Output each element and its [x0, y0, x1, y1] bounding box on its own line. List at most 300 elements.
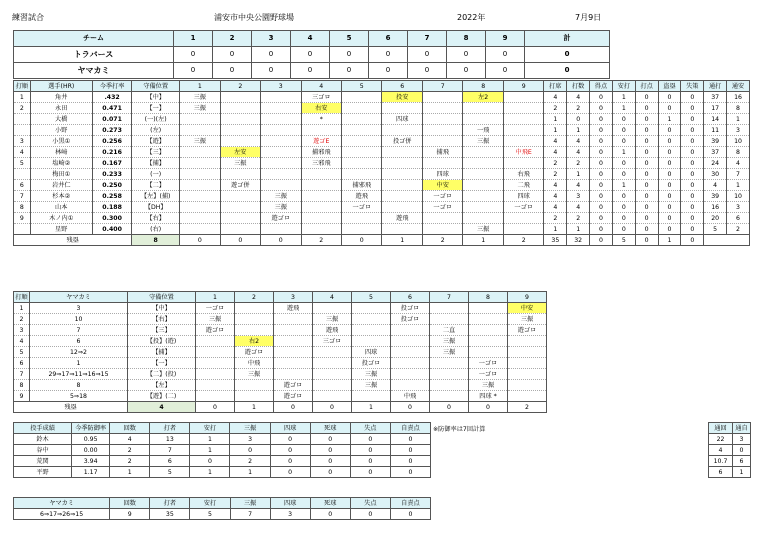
- batter-row: [14, 114, 750, 125]
- stat-value: 0: [658, 169, 681, 180]
- player-name: 小野: [30, 125, 92, 136]
- career-stat: 22: [709, 434, 733, 445]
- at-bat-result: 一ゴロ: [422, 202, 462, 213]
- column-header: 選手(HR): [30, 81, 92, 92]
- lob-inning: 0: [274, 402, 313, 413]
- at-bat-result: 三振: [352, 369, 391, 380]
- stat-value: 1: [567, 125, 590, 136]
- batter-row: [14, 136, 750, 147]
- pitching-stat: 2: [230, 456, 270, 467]
- at-bat-result: [463, 158, 503, 169]
- at-bat-result: 一ゴロ: [503, 202, 543, 213]
- stat-value: 0: [681, 114, 704, 125]
- inning-header: 8: [447, 31, 486, 47]
- at-bat-result: [503, 125, 543, 136]
- stat-value: 0: [612, 202, 635, 213]
- pitching-stat: 0.00: [72, 445, 110, 456]
- stat-value: 17: [704, 103, 727, 114]
- at-bat-result: 三振: [196, 314, 235, 325]
- at-bat-result: 右2: [235, 336, 274, 347]
- pitching-stat: 0: [350, 467, 390, 478]
- pitcher-row: [14, 456, 431, 467]
- stat-value: 0: [681, 191, 704, 202]
- stat-value: 1: [658, 114, 681, 125]
- pitching-stat: 0: [270, 445, 310, 456]
- lob-inning: 0: [469, 402, 508, 413]
- stat-value: 0: [590, 180, 613, 191]
- stat-value: 4: [567, 180, 590, 191]
- column-header: 9: [508, 292, 547, 303]
- column-header: 三振: [230, 423, 270, 434]
- at-bat-result: [261, 169, 301, 180]
- scoreboard-row: [14, 63, 610, 79]
- at-bat-result: [342, 125, 382, 136]
- pitcher-name: 谷中: [14, 445, 72, 456]
- batting-average: .432: [92, 92, 131, 103]
- position: 【遊】(二): [128, 391, 196, 402]
- at-bat-result: [463, 147, 503, 158]
- lob-inning: 0: [220, 235, 260, 246]
- scoreboard-header: [14, 31, 610, 47]
- career-row: [709, 456, 751, 467]
- batter-row: [14, 369, 547, 380]
- batting-average: 0.071: [92, 114, 131, 125]
- stat-value: 37: [704, 147, 727, 158]
- inning-runs: 0: [174, 47, 213, 63]
- at-bat-result: [463, 213, 503, 224]
- at-bat-result: 投ゴロ: [352, 358, 391, 369]
- at-bat-result: [342, 136, 382, 147]
- at-bat-result: [342, 158, 382, 169]
- batter-row: [14, 380, 547, 391]
- at-bat-result: [274, 336, 313, 347]
- at-bat-result: [422, 136, 462, 147]
- player-number: 6: [30, 336, 128, 347]
- batter-row: [14, 325, 547, 336]
- batting-average: 0.300: [92, 213, 131, 224]
- batter-row: [14, 314, 547, 325]
- pitching-stat: 1: [230, 467, 270, 478]
- column-header: 2: [220, 81, 260, 92]
- lob-inning: 2: [301, 235, 341, 246]
- at-bat-result: [422, 158, 462, 169]
- column-header: 回数: [110, 423, 150, 434]
- pitching-stat: 9: [110, 509, 150, 520]
- at-bat-result: [422, 114, 462, 125]
- batting-order: 8: [14, 380, 30, 391]
- stat-value: 0: [590, 92, 613, 103]
- column-header: 失策: [681, 81, 704, 92]
- pitching-stat: 0: [270, 434, 310, 445]
- stat-value: 0: [612, 213, 635, 224]
- at-bat-result: 右安: [301, 103, 341, 114]
- career-stat: 3: [733, 434, 751, 445]
- stat-value: 0: [590, 103, 613, 114]
- stat-value: 0: [612, 169, 635, 180]
- home-pitching-table: [13, 422, 431, 478]
- inning-runs: 0: [486, 63, 525, 79]
- away-batting-table: [13, 291, 547, 413]
- at-bat-result: [469, 347, 508, 358]
- stat-value: 0: [681, 136, 704, 147]
- player-name: 山本: [30, 202, 92, 213]
- stat-value: 0: [658, 103, 681, 114]
- column-header: 守備位置: [128, 292, 196, 303]
- player-name: 塩崎②: [30, 158, 92, 169]
- column-header: 5: [352, 292, 391, 303]
- stat-value: 0: [590, 169, 613, 180]
- batting-average: 0.250: [92, 180, 131, 191]
- column-header: 8: [463, 81, 503, 92]
- at-bat-result: 三振: [508, 314, 547, 325]
- batting-average: 0.188: [92, 202, 131, 213]
- inning-header: 1: [174, 31, 213, 47]
- pitching-stat: 5: [190, 509, 230, 520]
- batter-row: [14, 92, 750, 103]
- lob-inning: 0: [391, 402, 430, 413]
- at-bat-result: [235, 391, 274, 402]
- batter-row: [14, 358, 547, 369]
- position: 【二】(投): [128, 369, 196, 380]
- date: 7月9日: [575, 13, 602, 22]
- at-bat-result: [274, 325, 313, 336]
- career-row: [709, 467, 751, 478]
- column-header: 5: [342, 81, 382, 92]
- at-bat-result: [382, 180, 422, 191]
- stat-value: 2: [544, 103, 567, 114]
- at-bat-result: [508, 347, 547, 358]
- stat-value: 0: [681, 158, 704, 169]
- column-header: 得点: [590, 81, 613, 92]
- batting-order: [14, 224, 31, 235]
- lob-label: 残塁: [14, 402, 128, 413]
- at-bat-result: [342, 147, 382, 158]
- at-bat-result: 一飛: [463, 125, 503, 136]
- at-bat-result: [220, 114, 260, 125]
- stat-value: 0: [681, 224, 704, 235]
- lob-inning: 2: [503, 235, 543, 246]
- stat-value: 2: [567, 103, 590, 114]
- position: 【遊】: [132, 136, 180, 147]
- at-bat-result: 三ゴロ: [301, 92, 341, 103]
- lob-inning: 0: [342, 235, 382, 246]
- at-bat-result: *: [301, 114, 341, 125]
- stat-value: 4: [544, 202, 567, 213]
- inning-runs: 0: [330, 63, 369, 79]
- at-bat-result: [508, 391, 547, 402]
- team-name: ヤマカミ: [14, 63, 174, 79]
- pitching-stat: 0: [230, 445, 270, 456]
- at-bat-result: [391, 336, 430, 347]
- column-header: 回数: [110, 498, 150, 509]
- at-bat-result: [220, 136, 260, 147]
- stat-value: 0: [681, 169, 704, 180]
- at-bat-result: 投ゴロ: [391, 303, 430, 314]
- batting-order: [14, 169, 31, 180]
- pitcher-row: [14, 434, 431, 445]
- position: 【DH】: [132, 202, 180, 213]
- at-bat-result: 三振: [180, 103, 220, 114]
- stat-total: 35: [544, 235, 567, 246]
- batting-average: 0.258: [92, 191, 131, 202]
- pitching-stat: 1.17: [72, 467, 110, 478]
- stat-total: 0: [635, 235, 658, 246]
- at-bat-result: 中飛: [235, 358, 274, 369]
- stat-value: 1: [727, 114, 750, 125]
- column-header: 通安: [727, 81, 750, 92]
- pitching-stat: 0: [190, 456, 230, 467]
- batter-row: [14, 347, 547, 358]
- inning-header: 9: [486, 31, 525, 47]
- column-header: 安打: [190, 423, 230, 434]
- stat-value: 0: [635, 92, 658, 103]
- stat-value: 4: [727, 158, 750, 169]
- year: 2022年: [457, 13, 486, 22]
- stat-value: 4: [704, 180, 727, 191]
- at-bat-result: [503, 114, 543, 125]
- stat-value: 2: [727, 224, 750, 235]
- stat-value: 0: [590, 125, 613, 136]
- stat-value: 1: [612, 92, 635, 103]
- at-bat-result: [382, 191, 422, 202]
- team-header: チーム: [14, 31, 174, 47]
- stat-value: 1: [567, 169, 590, 180]
- at-bat-result: [274, 369, 313, 380]
- batting-order: 3: [14, 136, 31, 147]
- at-bat-result: 一ゴロ: [422, 191, 462, 202]
- batting-average: 0.216: [92, 147, 131, 158]
- stat-value: 0: [612, 136, 635, 147]
- at-bat-result: 一ゴロ: [469, 369, 508, 380]
- at-bat-result: 中飛: [391, 391, 430, 402]
- career-stat: 4: [709, 445, 733, 456]
- stat-value: 0: [612, 224, 635, 235]
- column-header: 7: [430, 292, 469, 303]
- at-bat-result: [503, 213, 543, 224]
- at-bat-result: 捕邪飛: [342, 180, 382, 191]
- player-number: 29⇒17⇒11⇒16⇒15: [30, 369, 128, 380]
- batting-order: 7: [14, 369, 30, 380]
- pitching-stat: 35: [150, 509, 190, 520]
- column-header: 3: [274, 292, 313, 303]
- column-header: 1: [180, 81, 220, 92]
- pitching-stat: 1: [190, 445, 230, 456]
- at-bat-result: 遊ゴロ: [196, 325, 235, 336]
- stat-value: 2: [544, 169, 567, 180]
- at-bat-result: [274, 358, 313, 369]
- batter-row: [14, 303, 547, 314]
- at-bat-result: [220, 202, 260, 213]
- lob-inning: 1: [382, 235, 422, 246]
- column-header: 四球: [270, 498, 310, 509]
- batting-order: 5: [14, 347, 30, 358]
- pitching-stat: 0: [270, 467, 310, 478]
- stat-value: 0: [681, 147, 704, 158]
- at-bat-result: 遊ゴロ: [274, 380, 313, 391]
- empty-cell: [704, 235, 750, 246]
- away-pitching-table: [13, 497, 431, 520]
- player-name: 永田: [30, 103, 92, 114]
- batting-order: 5: [14, 158, 31, 169]
- stat-value: 1: [612, 103, 635, 114]
- at-bat-result: [196, 336, 235, 347]
- inning-header: 4: [291, 31, 330, 47]
- at-bat-result: [313, 391, 352, 402]
- batter-row: [14, 169, 750, 180]
- at-bat-result: 遊ゴロ: [235, 347, 274, 358]
- column-header: 安打: [190, 498, 230, 509]
- home-lob-row: [14, 235, 750, 246]
- batter-row: [14, 391, 547, 402]
- at-bat-result: [430, 369, 469, 380]
- at-bat-result: [180, 224, 220, 235]
- pitching-stat: 0: [350, 456, 390, 467]
- column-header: 投手成績: [14, 423, 72, 434]
- batting-order: 6: [14, 358, 30, 369]
- at-bat-result: 中飛E: [503, 147, 543, 158]
- at-bat-result: 左2: [463, 92, 503, 103]
- at-bat-result: [301, 191, 341, 202]
- at-bat-result: [220, 224, 260, 235]
- at-bat-result: [180, 169, 220, 180]
- column-header: 安打: [612, 81, 635, 92]
- team-name: トラバース: [14, 47, 174, 63]
- at-bat-result: [180, 114, 220, 125]
- at-bat-result: [261, 147, 301, 158]
- stat-value: 0: [681, 180, 704, 191]
- at-bat-result: 四球: [352, 347, 391, 358]
- position: 【三】: [132, 147, 180, 158]
- at-bat-result: [196, 358, 235, 369]
- at-bat-result: 三振: [463, 224, 503, 235]
- at-bat-result: 遊ゴロ: [508, 325, 547, 336]
- pitching-stat: 0: [390, 456, 430, 467]
- column-header: ヤマカミ: [14, 498, 110, 509]
- at-bat-result: [301, 224, 341, 235]
- at-bat-result: 遊ゴロ: [274, 391, 313, 402]
- stat-value: 8: [727, 103, 750, 114]
- column-header: 打者: [150, 423, 190, 434]
- inning-runs: 0: [213, 63, 252, 79]
- inning-runs: 0: [447, 63, 486, 79]
- stat-value: 0: [635, 202, 658, 213]
- batter-row: [14, 202, 750, 213]
- stat-value: 4: [544, 92, 567, 103]
- at-bat-result: [180, 213, 220, 224]
- inning-runs: 0: [408, 47, 447, 63]
- team-total: 0: [525, 47, 610, 63]
- at-bat-result: [274, 347, 313, 358]
- stat-total: 0: [681, 235, 704, 246]
- at-bat-result: [382, 158, 422, 169]
- lob-total: 8: [132, 235, 180, 246]
- at-bat-result: [391, 358, 430, 369]
- stat-value: 0: [635, 125, 658, 136]
- at-bat-result: [463, 191, 503, 202]
- venue: 浦安市中央公園野球場: [214, 13, 294, 22]
- inning-runs: 0: [291, 47, 330, 63]
- stat-value: 0: [658, 213, 681, 224]
- pitching-stat: 0: [350, 445, 390, 456]
- player-number: 5⇒18: [30, 391, 128, 402]
- inning-runs: 0: [330, 47, 369, 63]
- column-header: 通回: [709, 423, 733, 434]
- column-header: 今季打率: [92, 81, 131, 92]
- column-header: 死球: [310, 423, 350, 434]
- stat-value: 0: [635, 213, 658, 224]
- column-header: 1: [196, 292, 235, 303]
- batting-order: 4: [14, 147, 31, 158]
- at-bat-result: [352, 325, 391, 336]
- stat-value: 10: [727, 191, 750, 202]
- at-bat-result: [220, 169, 260, 180]
- at-bat-result: 三振: [180, 136, 220, 147]
- stat-total: 0: [590, 235, 613, 246]
- at-bat-result: 三ゴロ: [313, 336, 352, 347]
- at-bat-result: 投ゴロ: [391, 314, 430, 325]
- at-bat-result: [422, 125, 462, 136]
- at-bat-result: [422, 224, 462, 235]
- scoreboard-row: [14, 47, 610, 63]
- inning-header: 2: [213, 31, 252, 47]
- at-bat-result: [463, 169, 503, 180]
- stat-value: 0: [590, 213, 613, 224]
- batter-row: [14, 180, 750, 191]
- at-bat-result: [180, 191, 220, 202]
- stat-value: 0: [635, 158, 658, 169]
- at-bat-result: [430, 391, 469, 402]
- column-header: 4: [301, 81, 341, 92]
- column-header: 三振: [230, 498, 270, 509]
- at-bat-result: 遊ゴ併: [220, 180, 260, 191]
- at-bat-result: 遊飛: [313, 325, 352, 336]
- at-bat-result: [301, 202, 341, 213]
- lob-inning: 0: [313, 402, 352, 413]
- stat-value: 1: [544, 114, 567, 125]
- stat-total: 1: [658, 235, 681, 246]
- at-bat-result: 一ゴロ: [196, 303, 235, 314]
- position: 【中】: [128, 303, 196, 314]
- at-bat-result: [261, 92, 301, 103]
- at-bat-result: [391, 369, 430, 380]
- at-bat-result: [391, 347, 430, 358]
- stat-value: 4: [544, 180, 567, 191]
- pitching-stat: 0.95: [72, 434, 110, 445]
- column-header: 6: [382, 81, 422, 92]
- at-bat-result: 四球: [382, 114, 422, 125]
- at-bat-result: [261, 125, 301, 136]
- stat-value: 6: [727, 213, 750, 224]
- stat-value: 5: [704, 224, 727, 235]
- stat-value: 0: [681, 213, 704, 224]
- inning-runs: 0: [486, 47, 525, 63]
- stat-value: 0: [658, 136, 681, 147]
- at-bat-result: [342, 224, 382, 235]
- stat-value: 0: [658, 224, 681, 235]
- batter-row: [14, 213, 750, 224]
- stat-value: 3: [567, 191, 590, 202]
- career-row: [709, 434, 751, 445]
- pitching-stat: 0: [390, 445, 430, 456]
- at-bat-result: [180, 125, 220, 136]
- stat-value: 0: [612, 114, 635, 125]
- stat-value: 1: [612, 180, 635, 191]
- lob-inning: 2: [422, 235, 462, 246]
- pitcher-name: 鈴木: [14, 434, 72, 445]
- stat-value: 0: [635, 169, 658, 180]
- stat-value: 1: [612, 147, 635, 158]
- pitching-stat: 4: [110, 434, 150, 445]
